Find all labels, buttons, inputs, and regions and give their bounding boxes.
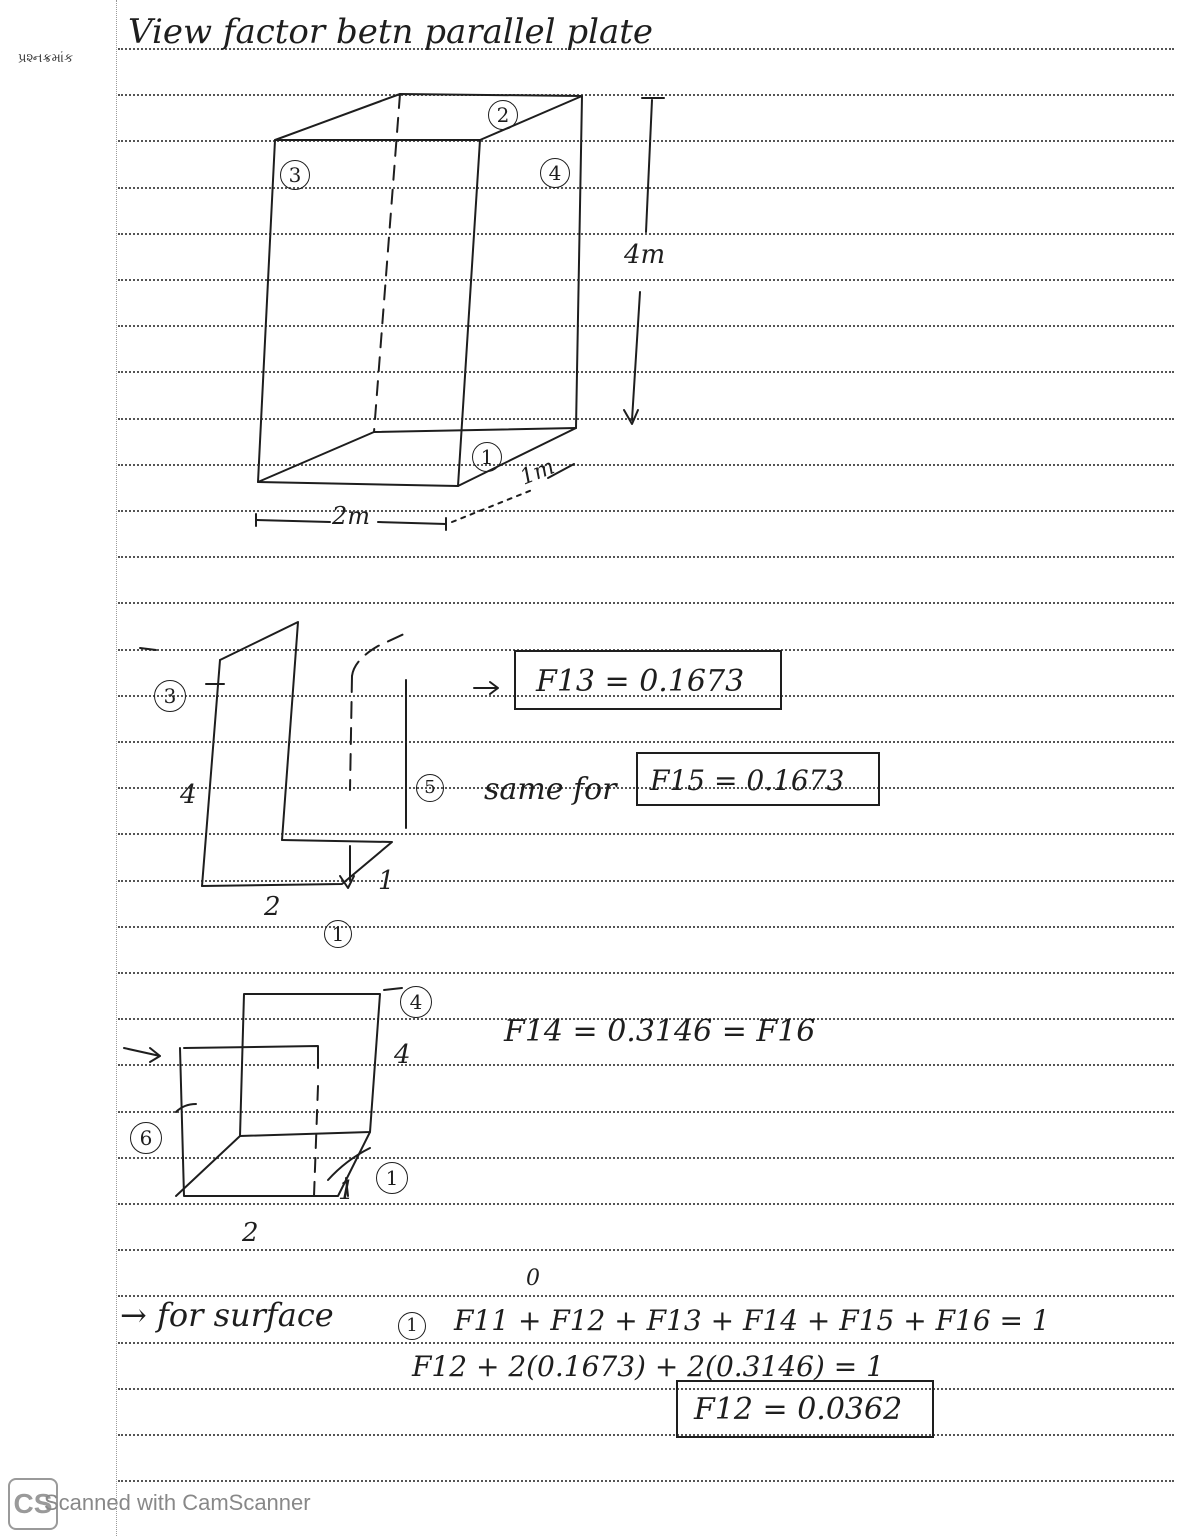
answer-f12: F12 = 0.0362 — [694, 1392, 903, 1427]
plate-1-label: 1 — [324, 920, 352, 948]
summation-surface-1: 1 — [398, 1312, 426, 1340]
surface-3-label: 3 — [280, 160, 310, 190]
plate-depth-label: 1 — [378, 866, 395, 896]
plate-width-label: 2 — [264, 892, 281, 922]
substitution-equation: F12 + 2(0.1673) + 2(0.3146) = 1 — [412, 1350, 884, 1383]
depth-1m-label: 1m — [516, 454, 559, 491]
plate-height-label-3: 4 — [394, 1040, 411, 1070]
height-4m-label: 4m — [624, 240, 666, 270]
plate-width-label-3: 2 — [242, 1218, 259, 1248]
summation-prefix: → for surface — [120, 1296, 334, 1334]
plate-6-label: 6 — [130, 1122, 162, 1154]
surface-2-label: 2 — [488, 100, 518, 130]
same-for-note: same for — [484, 772, 617, 807]
plate-height-label: 4 — [180, 780, 197, 810]
plate-4-label: 4 — [400, 986, 432, 1018]
summation-equation: F11 + F12 + F13 + F14 + F15 + F16 = 1 — [454, 1304, 1050, 1337]
note-surface-5: 5 — [416, 774, 444, 802]
result-f15: F15 = 0.1673 — [650, 764, 845, 797]
margin-label: પ્રશ્નક્રમાંક — [18, 50, 74, 65]
plate-3-label: 3 — [154, 680, 186, 712]
camscanner-watermark: Scanned with CamScanner — [44, 1490, 311, 1515]
result-f13: F13 = 0.1673 — [536, 664, 745, 699]
plate-1-label-3: 1 — [376, 1162, 408, 1194]
surface-1-label: 1 — [472, 442, 502, 472]
surface-4-label: 4 — [540, 158, 570, 188]
plate-depth-label-3: 1 — [338, 1176, 355, 1206]
answer-f12-box — [676, 1380, 934, 1438]
camscanner-logo: CS — [8, 1478, 58, 1530]
page-title: View factor betn parallel plate — [128, 12, 654, 52]
result-f14: F14 = 0.3146 = F16 — [504, 1014, 816, 1049]
width-2m-label: 2m — [332, 502, 371, 530]
f11-zero-mark: 0 — [526, 1266, 540, 1291]
